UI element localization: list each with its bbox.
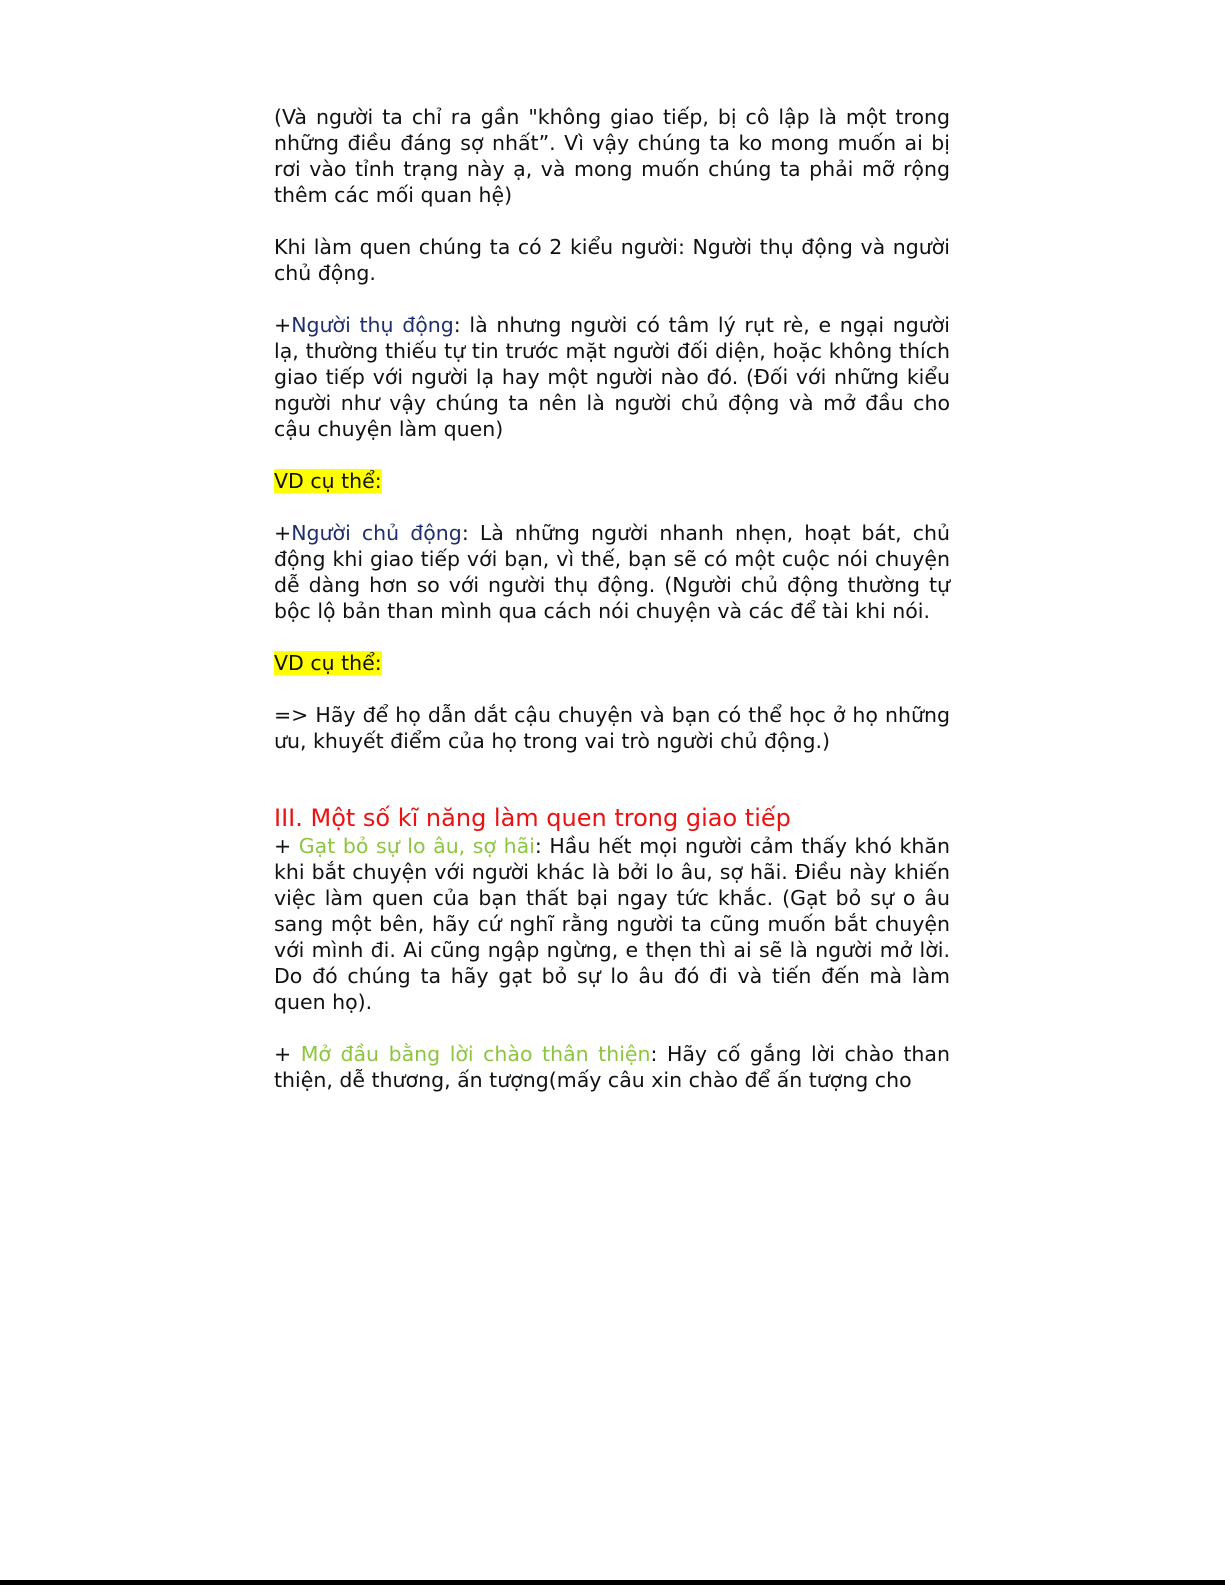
example-label-2 [274, 650, 950, 676]
term-active-person: Người chủ động [291, 521, 462, 545]
bullet-prefix: + [274, 313, 292, 337]
highlight-example-2: VD cụ thể: [274, 651, 382, 675]
active-description: : Là những người nhanh nhẹn, hoạt bát, chủ động khi giao tiếp với bạn, vì thế, bạn sẽ có một cuộc nói chuyện dễ dàng hơn so với người thụ động. (Người chủ động thường tự bộc lộ bản than mình qua cách nói chuyện và các để tài khi nói. [274, 521, 950, 623]
friendly-greeting-description: : Hãy cố gắng lời chào than thiện, dễ thương, ấn tượng(mấy câu xin chào để ấn tượng cho [274, 1042, 950, 1092]
paragraph-passive-person [274, 312, 950, 442]
example-label-1 [274, 468, 950, 494]
bullet-prefix: + [274, 834, 299, 858]
paragraph-remove-fear [274, 833, 950, 1015]
term-friendly-greeting: Mở đầu bằng lời chào thân thiện [300, 1042, 651, 1066]
bullet-prefix: + [274, 521, 292, 545]
passive-description: : là nhưng người có tâm lý rụt rè, e ngại người lạ, thường thiếu tự tin trước mặt người đối diện, hoặc không thích giao tiếp với người lạ hay một người nào đó. (Đối với những kiểu người như vậy chúng ta nên là người chủ động và mở đầu cho cậu chuyện làm quen) [274, 313, 950, 441]
page-bottom-border [0, 1580, 1225, 1585]
paragraph-two-types: Khi làm quen chúng ta có 2 kiểu người: Người thụ động và người chủ động. [274, 235, 950, 285]
paragraph-friendly-greeting [274, 1041, 950, 1093]
highlight-example-1: VD cụ thể: [274, 469, 382, 493]
section-heading-iii: III. Một số kĩ năng làm quen trong giao tiếp [274, 804, 791, 832]
paragraph-active-person [274, 520, 950, 624]
term-passive-person: Người thụ động [291, 313, 454, 337]
bullet-prefix: + [274, 1042, 301, 1066]
term-remove-fear: Gạt bỏ sự lo âu, sợ hãi [298, 834, 535, 858]
remove-fear-description: : Hầu hết mọi người cảm thấy khó khăn khi bắt chuyện với người khác là bởi lo âu, sợ hãi. Điều này khiến việc làm quen của bạn thất bại ngay tức khắc. (Gạt bỏ sự o âu sang một bên, hãy cứ nghĩ rằng người ta cũng muốn bắt chuyện với mình đi. Ai cũng ngập ngừng, e thẹn thì ai sẽ là người mở lời. Do đó chúng ta hãy gạt bỏ sự lo âu đó đi và tiến đến mà làm quen họ). [274, 834, 950, 1014]
paragraph-intro: (Và người ta chỉ ra gần "không giao tiếp, bị cô lập là một trong những điều đáng sợ nhất”. Vì vậy chúng ta ko mong muốn ai bị rơi vào tỉnh trạng này ạ, và mong muốn chúng ta phải mỡ rộng thêm các mối quan hệ) [274, 105, 950, 207]
paragraph-conclusion: => Hãy để họ dẫn dắt cậu chuyện và bạn có thể học ở họ những ưu, khuyết điểm của họ trong vai trò người chủ động.) [274, 703, 950, 753]
document-body [274, 104, 950, 1119]
